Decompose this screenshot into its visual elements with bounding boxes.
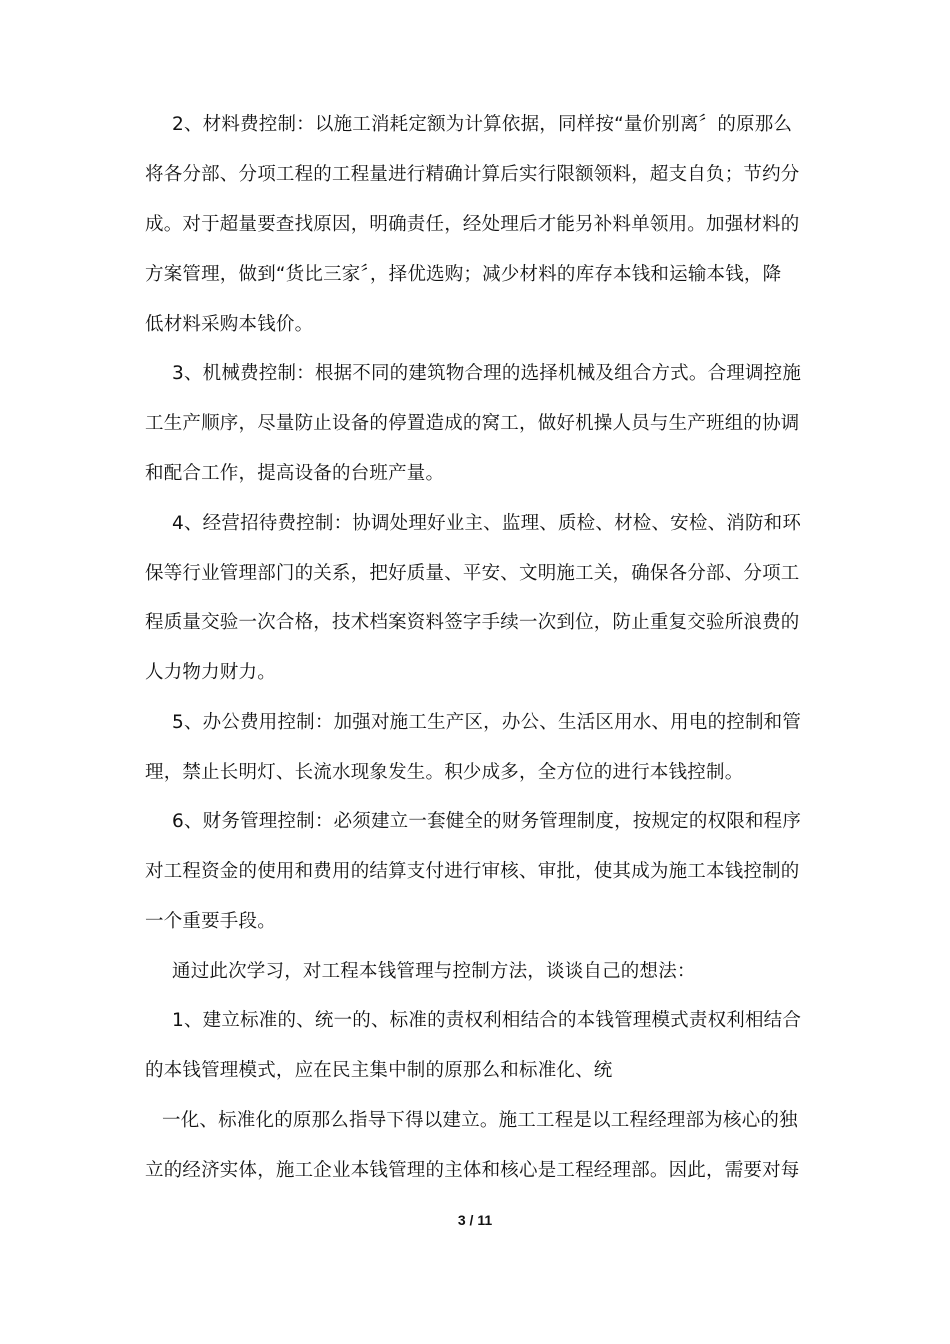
paragraph-line: 3、机械费控制：根据不同的建筑物合理的选择机械及组合方式。合理调控施 [172,363,802,384]
paragraph-line: 一化、标准化的原那么指导下得以建立。施工工程是以工程经理部为核心的独 [162,1110,798,1131]
paragraph-line: 立的经济实体，施工企业本钱管理的主体和核心是工程经理部。因此，需要对每 [145,1160,800,1181]
paragraph-line: 通过此次学习，对工程本钱管理与控制方法，谈谈自己的想法： [172,961,696,982]
paragraph-line: 程质量交验一次合格，技术档案资料签字手续一次到位，防止重复交验所浪费的 [145,612,800,633]
paragraph-line: 2、材料费控制：以施工消耗定额为计算依据，同样按“量价别离〞的原那么 [172,114,793,135]
page-number: 3 / 11 [457,1212,493,1228]
paragraph-line: 方案管理，做到“货比三家〞，择优选购；减少材料的库存本钱和运输本钱，降 [145,264,782,285]
paragraph-line: 将各分部、分项工程的工程量进行精确计算后实行限额领料，超支自负；节约分 [145,164,800,185]
paragraph-line: 保等行业管理部门的关系，把好质量、平安、文明施工关，确保各分部、分项工 [145,563,800,584]
paragraph-line: 4、经营招待费控制：协调处理好业主、监理、质检、材检、安检、消防和环 [172,513,802,534]
paragraph-line: 人力物力财力。 [145,662,276,683]
paragraph-line: 工生产顺序，尽量防止设备的停置造成的窝工，做好机操人员与生产班组的协调 [145,413,800,434]
paragraph-line: 理，禁止长明灯、长流水现象发生。积少成多，全方位的进行本钱控制。 [145,762,744,783]
paragraph-line: 低材料采购本钱价。 [145,314,314,335]
paragraph-line: 的本钱管理模式，应在民主集中制的原那么和标准化、统 [145,1060,613,1081]
paragraph-line: 一个重要手段。 [145,911,276,932]
paragraph-line: 6、财务管理控制：必须建立一套健全的财务管理制度，按规定的权限和程序 [172,811,802,832]
paragraph-line: 成。对于超量要查找原因，明确责任，经处理后才能另补料单领用。加强材料的 [145,214,800,235]
paragraph-line: 5、办公费用控制：加强对施工生产区，办公、生活区用水、用电的控制和管 [172,712,802,733]
paragraph-line: 1、建立标准的、统一的、标准的责权利相结合的本钱管理模式责权利相结合 [172,1010,802,1031]
paragraph-line: 和配合工作，提高设备的台班产量。 [145,463,445,484]
paragraph-line: 对工程资金的使用和费用的结算支付进行审核、审批，使其成为施工本钱控制的 [145,861,800,882]
